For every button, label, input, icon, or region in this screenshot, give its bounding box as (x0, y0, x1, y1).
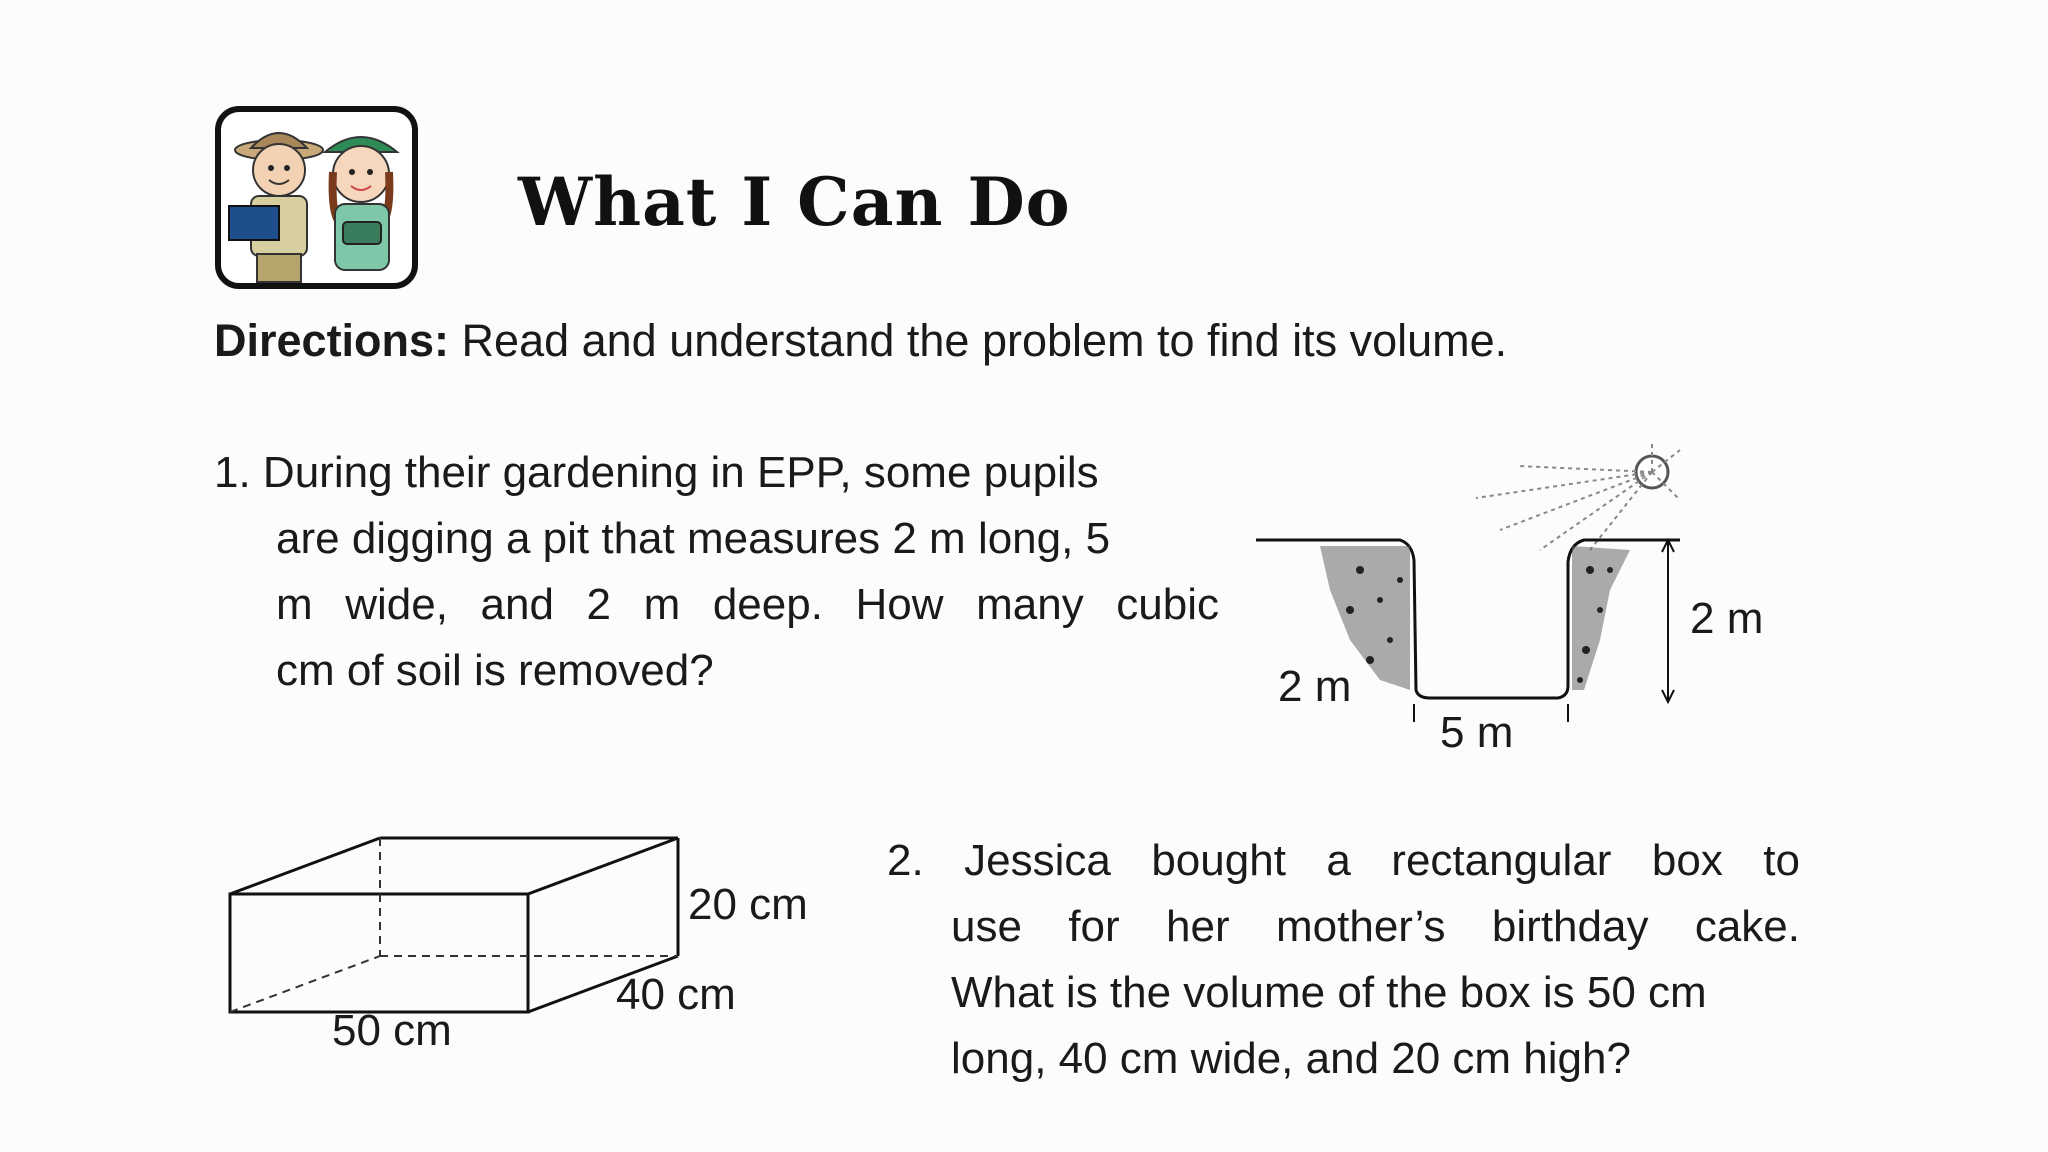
page-title: What I Can Do (518, 163, 1071, 241)
problem-2-text (887, 828, 1800, 1092)
sun-icon (1476, 442, 1680, 550)
problem-2-line: 2. Jessica bought a rectangular box to (887, 836, 1800, 885)
scouts-illustration-logo (215, 106, 418, 289)
problem-2-line: What is the volume of the box is 50 cm (951, 968, 1707, 1017)
problem-1-line: cm of soil is removed? (276, 646, 714, 695)
box-length-label: 50 cm (332, 1006, 452, 1055)
pit-depth-label: 2 m (1690, 594, 1764, 643)
problem-1-line: are digging a pit that measures 2 m long, 5 (276, 514, 1111, 563)
directions (214, 315, 1507, 367)
problem-1-text (214, 440, 1219, 704)
soil-texture (1320, 546, 1630, 690)
pit-width-label: 5 m (1440, 708, 1514, 757)
scouts-illustration (221, 112, 412, 283)
problem-2-line: use for her mother’s birthday cake. (951, 902, 1800, 951)
problem-1-line: 1. During their gardening in EPP, some pupils (214, 448, 1099, 497)
directions-label: Directions: (214, 315, 450, 366)
directions-text: Read and understand the problem to find its volume. (449, 315, 1508, 366)
pit-length-label: 2 m (1278, 662, 1352, 711)
depth-arrow (1662, 540, 1674, 702)
problem-2-line: long, 40 cm wide, and 20 cm high? (951, 1034, 1631, 1083)
box-height-label: 20 cm (688, 880, 808, 929)
box-width-label: 40 cm (616, 970, 736, 1019)
problem-1-line: m wide, and 2 m deep. How many cubic (276, 580, 1219, 629)
